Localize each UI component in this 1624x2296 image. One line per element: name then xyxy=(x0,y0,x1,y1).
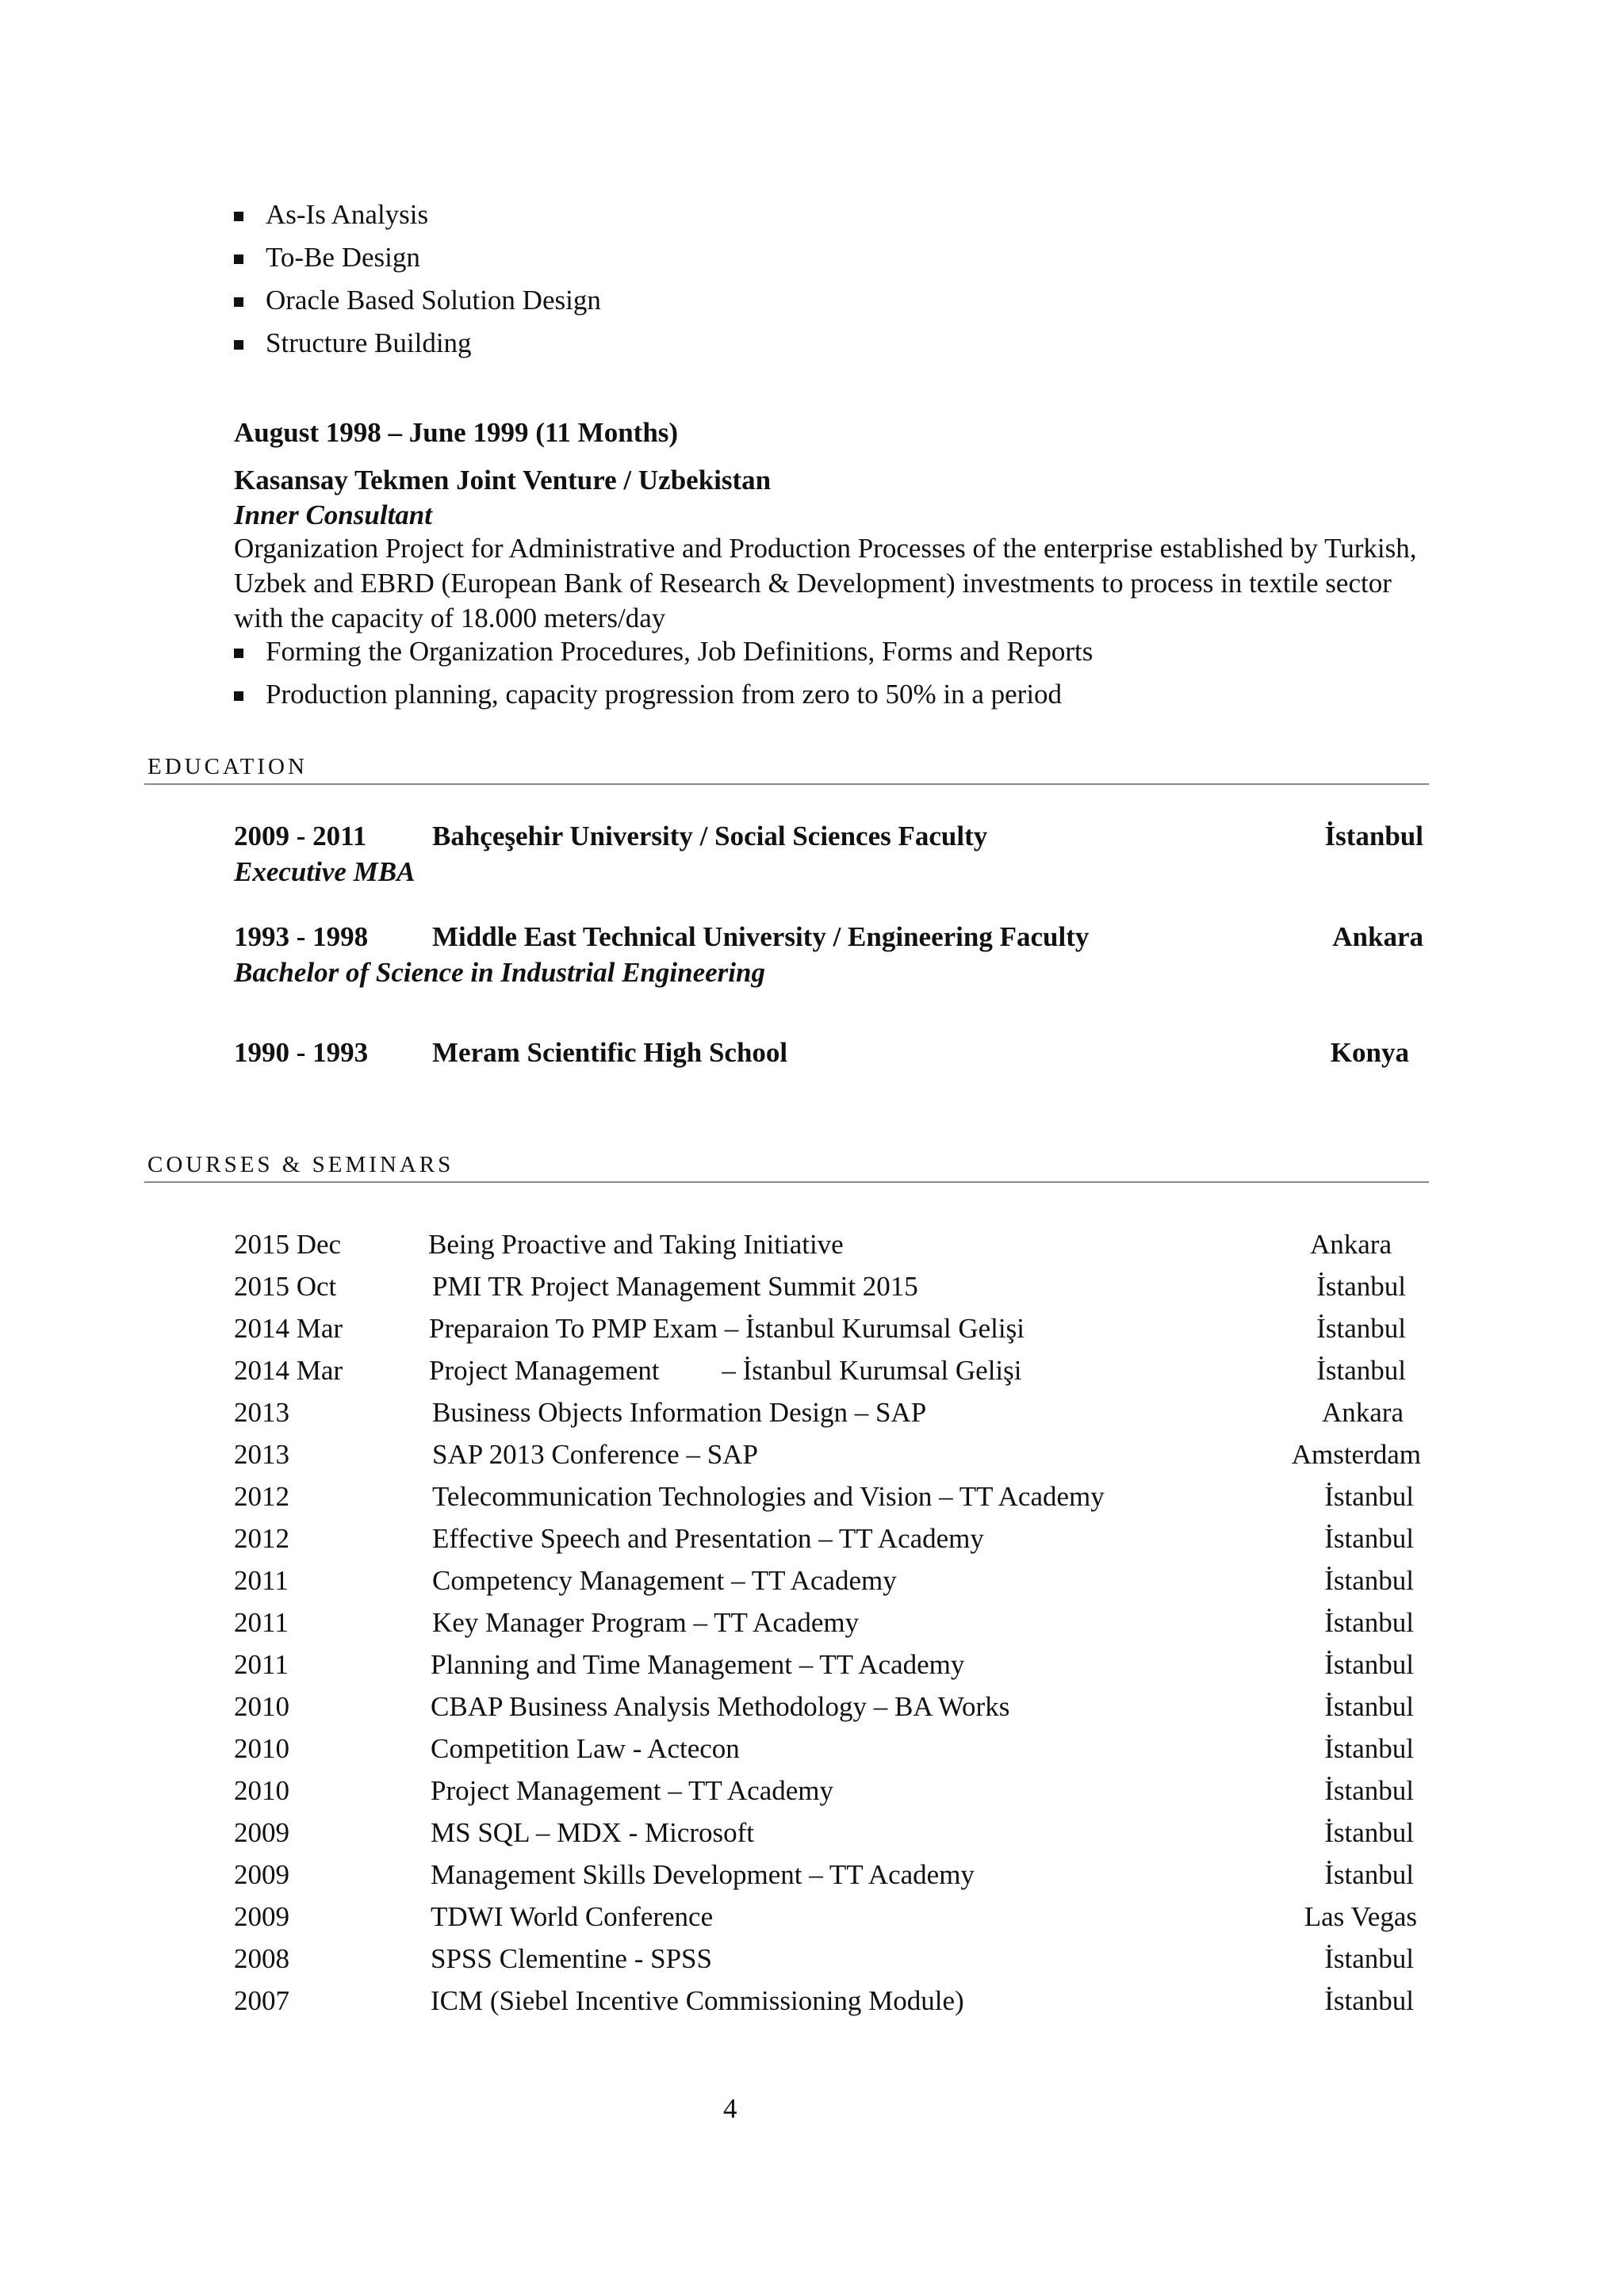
course-name: SAP 2013 Conference – SAP xyxy=(432,1439,758,1470)
course-name: Telecommunication Technologies and Vision – TT Academy xyxy=(432,1481,1105,1512)
course-date: 2012 xyxy=(234,1481,289,1512)
course-row xyxy=(234,1271,1406,1312)
education-city: Ankara xyxy=(1332,921,1423,952)
course-name: MS SQL – MDX - Microsoft xyxy=(431,1817,755,1848)
square-bullet-icon xyxy=(234,340,243,350)
course-city: İstanbul xyxy=(1324,1859,1414,1890)
education-entry xyxy=(234,821,1423,855)
list-item xyxy=(234,193,601,236)
course-city: Ankara xyxy=(1309,1229,1392,1260)
bullet-text: To-Be Design xyxy=(266,242,420,273)
education-school: Meram Scientific High School xyxy=(432,1037,788,1068)
course-date: 2010 xyxy=(234,1733,289,1764)
course-name: Management Skills Development – TT Academy xyxy=(431,1859,975,1890)
course-row xyxy=(234,1397,1404,1438)
section-divider xyxy=(144,1181,1429,1183)
course-date: 2010 xyxy=(234,1691,289,1722)
bullet-text: Oracle Based Solution Design xyxy=(266,285,601,316)
course-row xyxy=(234,1355,1406,1396)
course-row xyxy=(234,1439,1421,1480)
course-city: İstanbul xyxy=(1324,1943,1414,1974)
course-row xyxy=(234,1523,1414,1564)
experience-role: Inner Consultant xyxy=(234,499,432,530)
course-row xyxy=(234,1691,1414,1732)
course-date: 2014 Mar xyxy=(234,1355,343,1386)
course-name: Being Proactive and Taking Initiative xyxy=(428,1229,844,1260)
list-item xyxy=(234,279,601,322)
square-bullet-icon xyxy=(234,297,243,307)
list-item xyxy=(234,322,601,365)
course-city: İstanbul xyxy=(1324,1817,1414,1848)
square-bullet-icon xyxy=(234,691,243,701)
education-school: Bahçeşehir University / Social Sciences Faculty xyxy=(432,821,988,851)
course-city: Ankara xyxy=(1321,1397,1404,1428)
section-divider xyxy=(144,783,1429,785)
course-date: 2009 xyxy=(234,1901,289,1932)
course-name: Project Management – İstanbul Kurumsal Gelişi xyxy=(429,1355,1022,1386)
course-date: 2009 xyxy=(234,1817,289,1848)
education-entry xyxy=(234,921,1423,956)
course-name: ICM (Siebel Incentive Commissioning Module) xyxy=(431,1985,964,2016)
course-name: Planning and Time Management – TT Academy xyxy=(431,1649,965,1680)
course-date: 2011 xyxy=(234,1565,289,1596)
education-city: Konya xyxy=(1330,1037,1409,1068)
education-years: 1990 - 1993 xyxy=(234,1037,369,1068)
education-degree: Bachelor of Science in Industrial Engineering xyxy=(234,957,765,988)
course-name: Competition Law - Actecon xyxy=(431,1733,740,1764)
education-years: 2009 - 2011 xyxy=(234,821,367,851)
bullet-text: Forming the Organization Procedures, Job Definitions, Forms and Reports xyxy=(266,636,1094,667)
course-city: İstanbul xyxy=(1316,1271,1406,1302)
course-date: 2011 xyxy=(234,1607,289,1638)
experience-period: August 1998 – June 1999 (11 Months) xyxy=(234,417,679,448)
course-date: 2011 xyxy=(234,1649,289,1680)
course-row xyxy=(234,1313,1406,1354)
course-date: 2015 Oct xyxy=(234,1271,337,1302)
experience-bullet-list xyxy=(234,630,1093,716)
course-row xyxy=(234,1565,1414,1606)
course-city: İstanbul xyxy=(1324,1775,1414,1806)
course-name: Effective Speech and Presentation – TT Academy xyxy=(432,1523,984,1554)
bullet-text: Production planning, capacity progression from zero to 50% in a period xyxy=(266,679,1063,710)
course-row xyxy=(234,1649,1414,1690)
course-name: Business Objects Information Design – SAP xyxy=(432,1397,927,1428)
course-row xyxy=(234,1985,1414,2026)
list-item xyxy=(234,673,1093,716)
course-name: CBAP Business Analysis Methodology – BA Works xyxy=(431,1691,1010,1722)
course-date: 2010 xyxy=(234,1775,289,1806)
course-row xyxy=(234,1775,1414,1816)
course-date: 2013 xyxy=(234,1439,289,1470)
course-row xyxy=(234,1481,1414,1522)
education-section-title: EDUCATION xyxy=(147,754,308,779)
course-name: SPSS Clementine - SPSS xyxy=(431,1943,712,1974)
course-row xyxy=(234,1229,1392,1270)
course-date: 2012 xyxy=(234,1523,289,1554)
experience-description: Organization Project for Administrative and Production Processes of the enterprise established by Turkish, Uzbek and EBRD (European Bank of Research & Development) investments to process in textile sector with the capacity of 18.000 meters/day xyxy=(234,533,1417,633)
course-row xyxy=(234,1733,1414,1774)
course-name: Project Management – TT Academy xyxy=(431,1775,834,1806)
course-city: İstanbul xyxy=(1324,1565,1414,1596)
course-city: İstanbul xyxy=(1324,1649,1414,1680)
education-entry xyxy=(234,1037,1409,1072)
course-date: 2007 xyxy=(234,1985,289,2016)
course-name: Key Manager Program – TT Academy xyxy=(432,1607,860,1638)
course-city: İstanbul xyxy=(1324,1523,1414,1554)
course-row xyxy=(234,1859,1414,1900)
education-years: 1993 - 1998 xyxy=(234,921,369,952)
course-date: 2015 Dec xyxy=(234,1229,342,1260)
course-city: İstanbul xyxy=(1324,1481,1414,1512)
course-date: 2013 xyxy=(234,1397,289,1428)
experience-company: Kasansay Tekmen Joint Venture / Uzbekistan xyxy=(234,465,772,496)
page-number: 4 xyxy=(723,2093,737,2124)
course-date: 2008 xyxy=(234,1943,289,1974)
list-item xyxy=(234,630,1093,673)
course-row xyxy=(234,1607,1414,1648)
bullet-text: As-Is Analysis xyxy=(266,199,429,230)
course-row xyxy=(234,1943,1414,1984)
course-date: 2009 xyxy=(234,1859,289,1890)
course-city: İstanbul xyxy=(1324,1691,1414,1722)
education-city: İstanbul xyxy=(1324,821,1423,851)
course-city: İstanbul xyxy=(1324,1733,1414,1764)
course-name: TDWI World Conference xyxy=(431,1901,714,1932)
square-bullet-icon xyxy=(234,649,243,658)
list-item xyxy=(234,236,601,279)
course-row xyxy=(234,1901,1417,1942)
course-name: Competency Management – TT Academy xyxy=(432,1565,897,1596)
course-city: Amsterdam xyxy=(1291,1439,1421,1470)
bullet-text: Structure Building xyxy=(266,327,472,358)
education-degree: Executive MBA xyxy=(234,856,416,887)
course-city: İstanbul xyxy=(1316,1355,1406,1386)
course-city: İstanbul xyxy=(1324,1607,1414,1638)
course-city: İstanbul xyxy=(1316,1313,1406,1344)
square-bullet-icon xyxy=(234,254,243,264)
course-date: 2014 Mar xyxy=(234,1313,343,1344)
courses-section-title: COURSES & SEMINARS xyxy=(147,1152,454,1177)
course-name: Preparaion To PMP Exam – İstanbul Kurumsal Gelişi xyxy=(429,1313,1025,1344)
top-bullet-list xyxy=(234,193,601,365)
square-bullet-icon xyxy=(234,212,243,221)
course-name: PMI TR Project Management Summit 2015 xyxy=(432,1271,918,1302)
education-school: Middle East Technical University / Engineering Faculty xyxy=(432,921,1090,952)
course-city: İstanbul xyxy=(1324,1985,1414,2016)
course-row xyxy=(234,1817,1414,1858)
course-city: Las Vegas xyxy=(1304,1901,1417,1932)
